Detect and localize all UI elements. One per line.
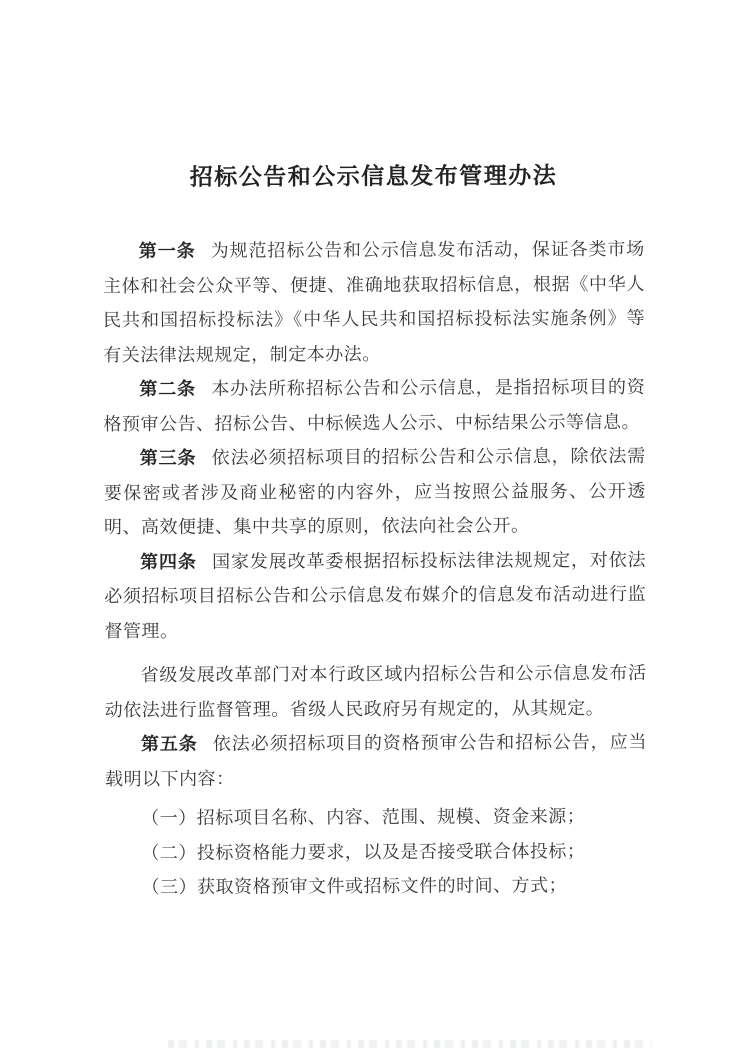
article-paragraph — [105, 656, 647, 727]
paragraph-text: 国家发展改革委根据招标投标法律法规规定，对依法必须招标项目招标公告和公示信息发布媒介的信息发布活动进行监督管理。 — [104, 549, 647, 641]
paragraph-text: （三）获取资格预审文件或招标文件的时间、方式； — [141, 875, 568, 898]
page-bottom-bleed-artifact — [168, 1040, 652, 1048]
list-item-paragraph — [105, 868, 647, 905]
paragraph-text: 依法必须招标项目的资格预审公告和招标公告，应当载明以下内容： — [105, 731, 647, 789]
article-label: 第四条 — [140, 551, 197, 572]
paragraph-text: 本办法所称招标公告和公示信息，是指招标项目的资格预审公告、招标公告、中标候选人公示、中标结果公示等信息。 — [103, 376, 646, 434]
article-label: 第五条 — [140, 733, 198, 755]
article-label: 第二条 — [139, 378, 197, 400]
paragraph-text: （二）投标资格能力要求，以及是否接受联合体投标； — [141, 840, 586, 863]
paragraph-text: （一）招标项目名称、内容、范围、规模、资金来源； — [141, 806, 586, 829]
document-title: 招标公告和公示信息发布管理办法 — [189, 163, 558, 190]
paragraph-text: 依法必须招标项目的招标公告和公示信息，除依法需要保密或者涉及商业秘密的内容外，应当按照公益服务、公开透明、高效便捷、集中共享的原则，依法向社会公开。 — [103, 445, 646, 538]
list-item-paragraph — [105, 833, 647, 870]
article-paragraph — [105, 725, 647, 796]
article-paragraph — [104, 439, 646, 545]
article-paragraph — [104, 542, 646, 648]
article-label: 第三条 — [139, 447, 197, 469]
list-item-paragraph — [105, 799, 647, 836]
document-content — [102, 157, 647, 905]
article-paragraph — [103, 232, 646, 372]
article-label: 第一条 — [138, 240, 196, 262]
article-paragraph — [103, 370, 645, 441]
paragraph-text: 为规范招标公告和公示信息发布活动，保证各类市场主体和社会公众平等、便捷、准确地获取招标信息，根据《中华人民共和国招标投标法》《中华人民共和国招标投标法实施条例》等有关法律法规规定，制定本办法。 — [102, 238, 646, 365]
paragraph-text: 省级发展改革部门对本行政区域内招标公告和公示信息发布活动依法进行监督管理。省级人民政府另有规定的，从其规定。 — [104, 662, 647, 720]
